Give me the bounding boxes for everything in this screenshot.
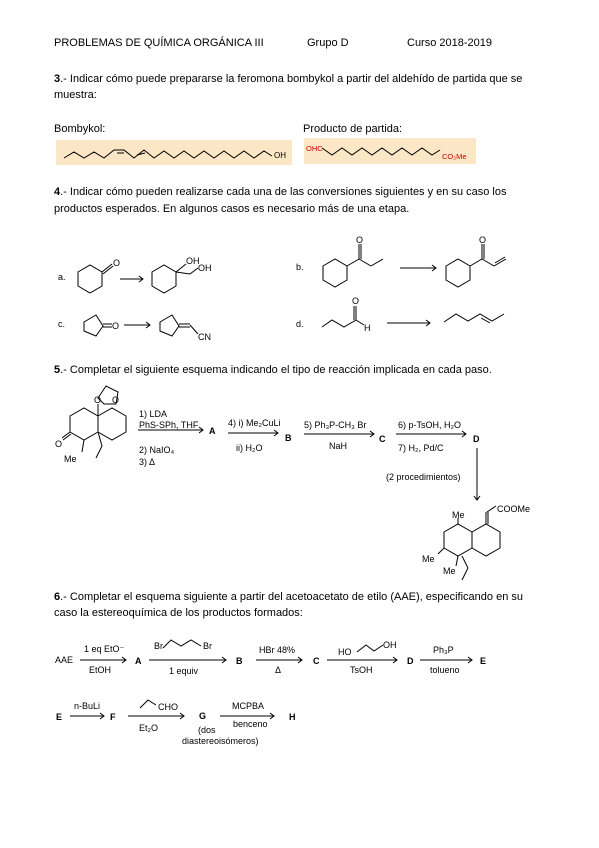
q6-G: G: [199, 711, 207, 721]
q4b-o2: O: [479, 235, 487, 245]
q5-line: [54, 363, 492, 379]
q4d-alkene: [444, 314, 504, 322]
q3-number: 3: [54, 73, 61, 85]
q4c-cn: CN: [198, 332, 211, 342]
q6-E2: E: [56, 712, 63, 722]
q6-C: C: [313, 656, 320, 666]
q4c-ring1: [84, 315, 103, 336]
q4d-h: H: [364, 323, 371, 333]
q4a-oh1: OH: [186, 256, 200, 266]
q4c-o: O: [112, 321, 120, 331]
q4-number: 4: [54, 186, 61, 198]
start-chain: [322, 148, 440, 155]
q4b-label: b.: [296, 262, 304, 272]
header-course: PROBLEMAS DE QUÍMICA ORGÁNICA III: [54, 37, 264, 49]
header-year: Curso 2018-2019: [407, 37, 493, 49]
q6-r8-bot: benceno: [233, 719, 268, 729]
bombykol-chain: [64, 150, 272, 158]
q6-D: D: [407, 656, 414, 666]
q3-text1: .- Indicar cómo puede prepararse la feromona bombykol a partir del aldehído de partida que se: [60, 73, 523, 85]
q6-r3-top: HBr 48%: [259, 645, 296, 655]
q6-r8-top: MCPBA: [232, 701, 265, 711]
q4b-o1: O: [356, 235, 364, 245]
q4a-o: O: [113, 258, 121, 268]
q5-me2: Me: [422, 554, 435, 564]
start-material-label: Producto de partida:: [303, 123, 403, 135]
q6-B: B: [236, 656, 243, 666]
q4b-ring2: [446, 259, 470, 287]
q5-step5: 5) Ph₃P-CH₃ Br: [304, 420, 367, 430]
q5-me1: Me: [452, 510, 465, 520]
q4d-o: O: [352, 296, 360, 306]
q6-r6-top: n-BuLi: [74, 701, 101, 711]
q6-aae: AAE: [55, 655, 74, 665]
q6-r4-bot: TsOH: [350, 665, 373, 675]
q5-B: B: [285, 433, 292, 443]
q5-me-start: Me: [64, 454, 77, 464]
q3-line2: muestra:: [54, 89, 97, 101]
q5-step5b: NaH: [329, 441, 348, 451]
q4a-ring1: [78, 265, 102, 293]
q4-text1: .- Indicar cómo pueden realizarse cada una de las conversiones siguientes y en su caso los: [60, 186, 507, 198]
q5-note: (2 procedimientos): [386, 472, 461, 482]
q6-A: A: [135, 656, 142, 666]
q5-step4: 4) i) Me₂CuLi: [228, 418, 281, 428]
bombykol-oh: OH: [274, 151, 286, 160]
q5-step6: 6) p-TsOH, H₂O: [398, 420, 461, 430]
q6-br2: Br: [203, 641, 212, 651]
q6-r1-bot: EtOH: [89, 665, 112, 675]
q5-step1: 1) LDA: [139, 409, 168, 419]
q4c-label: c.: [58, 319, 66, 329]
q5-o2: O: [112, 395, 120, 405]
q4d-label: d.: [296, 319, 304, 329]
q6-F: F: [110, 712, 116, 722]
q4a-label: a.: [58, 272, 66, 282]
q5-step1b: PhS-SPh, THF: [139, 420, 199, 430]
q6-line1: [54, 590, 523, 606]
q5-step4b: ii) H₂O: [236, 443, 263, 453]
q6-ho: HO: [338, 647, 352, 657]
header-group: Grupo D: [307, 37, 349, 49]
q6-H: H: [289, 712, 296, 722]
q6-line2: caso la estereoquímica de los productos formados:: [54, 607, 303, 619]
q6-r5-bot: tolueno: [430, 665, 460, 675]
q6-E1: E: [480, 656, 487, 666]
q6-r1-top: 1 eq EtO⁻: [84, 644, 125, 654]
q5-C: C: [379, 434, 386, 444]
q6-g-note2: diastereoisómeros): [182, 736, 259, 746]
q6-r7-bot: Et₂O: [139, 723, 158, 733]
q5-o1: O: [94, 395, 102, 405]
q4a-ring2: [152, 265, 176, 293]
q4-line1: [54, 185, 507, 201]
q6-r2-bot: 1 equiv: [169, 666, 199, 676]
q4a-oh2: OH: [198, 263, 212, 273]
q5-step2: 2) NaIO₄: [139, 445, 175, 455]
q5-D: D: [473, 434, 480, 444]
q6-oh: OH: [383, 640, 397, 650]
q4c-ring2: [160, 315, 179, 336]
q4-line2: productos esperados. En algunos casos es necesario más de una etapa.: [54, 203, 410, 215]
q5-step3: 3) Δ: [139, 457, 156, 467]
q6-r3-bot: Δ: [275, 665, 282, 675]
q6-r5-top: Ph₃P: [433, 645, 454, 655]
q5-ketone-o: O: [55, 439, 63, 449]
start-ohc: OHC: [306, 144, 323, 153]
q6-g-note1: (dos: [198, 725, 216, 735]
q4d-butanal: [322, 306, 356, 327]
q4b-ring1: [323, 259, 347, 287]
q5-coome: COOMe: [497, 504, 531, 514]
bombykol-label: Bombykol:: [54, 123, 106, 135]
q6-text1: .- Completar el esquema siguiente a partir del acetoacetato de etilo (AAE), especificando en su: [60, 591, 523, 603]
q6-number: 6: [54, 591, 61, 603]
start-co2me: CO₂Me: [442, 152, 467, 161]
q6-cho: CHO: [158, 702, 178, 712]
q5-me3: Me: [443, 566, 456, 576]
q5-step7: 7) H₂, Pd/C: [398, 443, 444, 453]
q5-number: 5: [54, 364, 61, 376]
q5-text: .- Completar el siguiente esquema indicando el tipo de reacción implicada en cada paso.: [60, 364, 492, 376]
q6-br1: Br: [154, 641, 163, 651]
q5-A: A: [209, 426, 216, 436]
